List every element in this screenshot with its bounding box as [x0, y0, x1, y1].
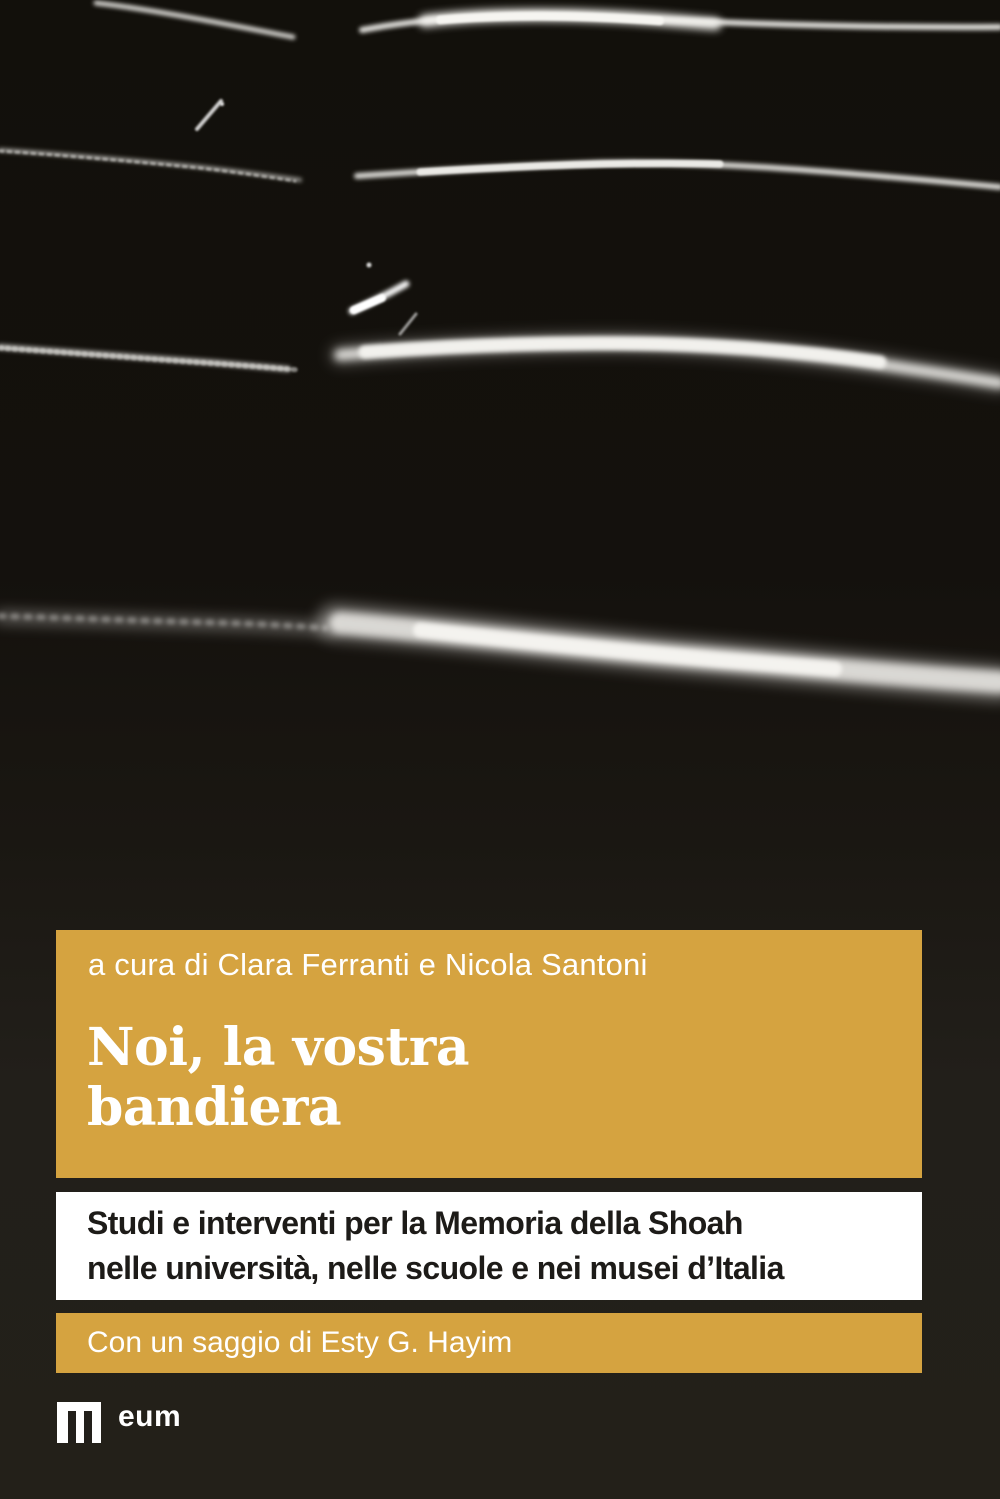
subtitle-line2: nelle università, nelle scuole e nei musei d’Italia — [87, 1250, 784, 1286]
editors-line: a cura di Clara Ferranti e Nicola Santoni — [88, 947, 648, 982]
wire-highlight-streak-third — [0, 343, 1000, 383]
wire-highlight-streak-bottom — [0, 616, 1000, 683]
book-title — [87, 1018, 469, 1138]
book-title-line1: Noi, la vostra — [87, 1017, 470, 1078]
book-title-line2: bandiera — [87, 1077, 342, 1138]
title-band — [56, 930, 922, 1178]
logo-slot — [84, 1411, 92, 1443]
wire-highlight-streak-top — [96, 3, 1000, 37]
wire-highlight-streak-mid — [0, 150, 1000, 187]
wire-glints — [197, 101, 416, 334]
subtitle-line1: Studi e interventi per la Memoria della Shoah — [87, 1205, 743, 1241]
publisher-name: eum — [118, 1400, 182, 1433]
eum-m-logo-icon — [57, 1402, 101, 1443]
essay-band — [56, 1313, 922, 1373]
essay-credit-line: Con un saggio di Esty G. Hayim — [87, 1326, 513, 1359]
subtitle-band — [56, 1192, 922, 1300]
logo-slot — [68, 1411, 76, 1443]
